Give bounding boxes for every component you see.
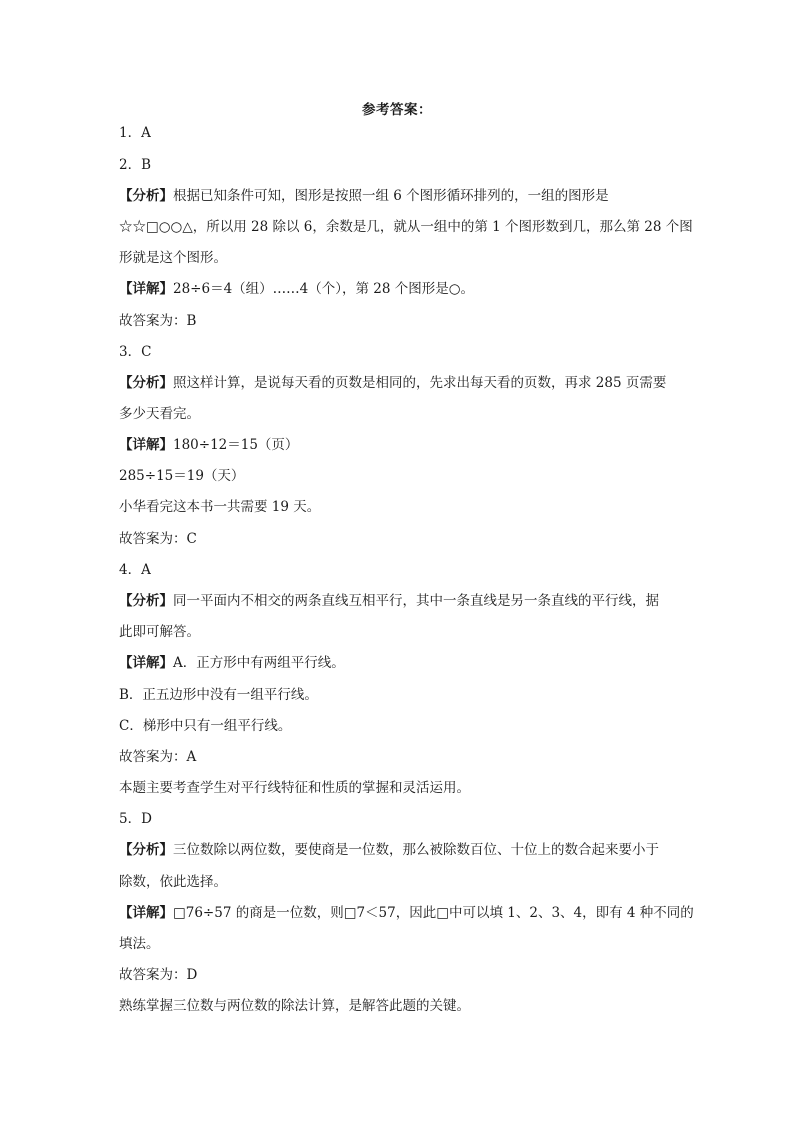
line-text: 照这样计算，是说每天看的页数是相同的，先求出每天看的页数，再求 285 页需要 <box>173 375 667 391</box>
answer-line <box>119 653 679 673</box>
answer-line <box>119 466 679 486</box>
line-text: 3．C <box>119 344 152 360</box>
line-tag: 【分析】 <box>119 593 173 609</box>
line-tag: 【详解】 <box>119 281 173 297</box>
answer-line <box>119 497 679 517</box>
line-text: □76÷57 的商是一位数，则□7＜57，因此□中可以填 1、2、3、4，即有 4 种不同的 <box>173 905 694 921</box>
answer-line <box>119 747 679 767</box>
line-text: C．梯形中只有一组平行线。 <box>119 718 292 734</box>
line-text: 熟练掌握三位数与两位数的除法计算，是解答此题的关键。 <box>119 998 470 1014</box>
line-tag: 【分析】 <box>119 375 173 391</box>
line-text: 28÷6＝4（组）……4（个），第 28 个图形是○。 <box>173 281 475 297</box>
page-title: 参考答案： <box>362 102 432 118</box>
answer-line <box>119 934 679 954</box>
answer-line <box>119 809 679 829</box>
answer-line <box>119 903 694 923</box>
answer-line <box>119 342 679 362</box>
answer-line <box>119 716 679 736</box>
line-text: 多少天看完。 <box>119 406 200 422</box>
line-text: 2．B <box>119 157 152 173</box>
answer-line <box>119 435 679 455</box>
line-text: 180÷12＝15（页） <box>173 437 299 453</box>
line-text: 同一平面内不相交的两条直线互相平行，其中一条直线是另一条直线的平行线，据 <box>173 593 659 609</box>
answer-line <box>119 311 679 331</box>
line-tag: 【分析】 <box>119 842 173 858</box>
line-text: 此即可解答。 <box>119 624 200 640</box>
answer-line <box>119 591 679 611</box>
line-text: ☆☆□○○△，所以用 28 除以 6，余数是几，就从一组中的第 1 个图形数到几，那么第 28 个图 <box>119 219 693 235</box>
answer-line <box>119 248 679 268</box>
answer-line <box>119 186 679 206</box>
line-text: 故答案为：B <box>119 313 197 329</box>
line-text: 小华看完这本书一共需要 19 天。 <box>119 499 321 515</box>
answer-line <box>119 685 679 705</box>
line-text: A．正方形中有两组平行线。 <box>173 655 345 671</box>
line-text: 故答案为：C <box>119 531 197 547</box>
answer-line <box>119 872 679 892</box>
line-tag: 【详解】 <box>119 437 173 453</box>
line-text: 4．A <box>119 562 151 578</box>
answer-line <box>119 965 679 985</box>
line-text: 5．D <box>119 811 152 827</box>
answer-line <box>119 123 679 143</box>
answer-line <box>119 373 679 393</box>
answer-line <box>119 529 679 549</box>
line-text: 本题主要考查学生对平行线特征和性质的掌握和灵活运用。 <box>119 780 470 796</box>
line-text: 285÷15＝19（天） <box>119 468 245 484</box>
line-text: 除数，依此选择。 <box>119 874 227 890</box>
line-tag: 【详解】 <box>119 655 173 671</box>
answer-line <box>119 996 679 1016</box>
line-text: 故答案为：D <box>119 967 198 983</box>
line-text: 填法。 <box>119 936 160 952</box>
answer-line <box>119 279 679 299</box>
answer-line <box>119 840 679 860</box>
line-text: 根据已知条件可知，图形是按照一组 6 个图形循环排列的，一组的图形是 <box>173 188 609 204</box>
answer-line <box>119 155 679 175</box>
line-text: 三位数除以两位数，要使商是一位数，那么被除数百位、十位上的数合起来要小于 <box>173 842 659 858</box>
answer-line <box>119 404 679 424</box>
line-text: 故答案为：A <box>119 749 197 765</box>
answer-line <box>119 560 679 580</box>
answer-line <box>119 622 679 642</box>
line-text: 形就是这个图形。 <box>119 250 227 266</box>
line-tag: 【分析】 <box>119 188 173 204</box>
line-tag: 【详解】 <box>119 905 173 921</box>
line-text: B．正五边形中没有一组平行线。 <box>119 687 318 703</box>
answer-line <box>119 778 679 798</box>
line-text: 1．A <box>119 125 151 141</box>
answer-line <box>119 217 693 237</box>
